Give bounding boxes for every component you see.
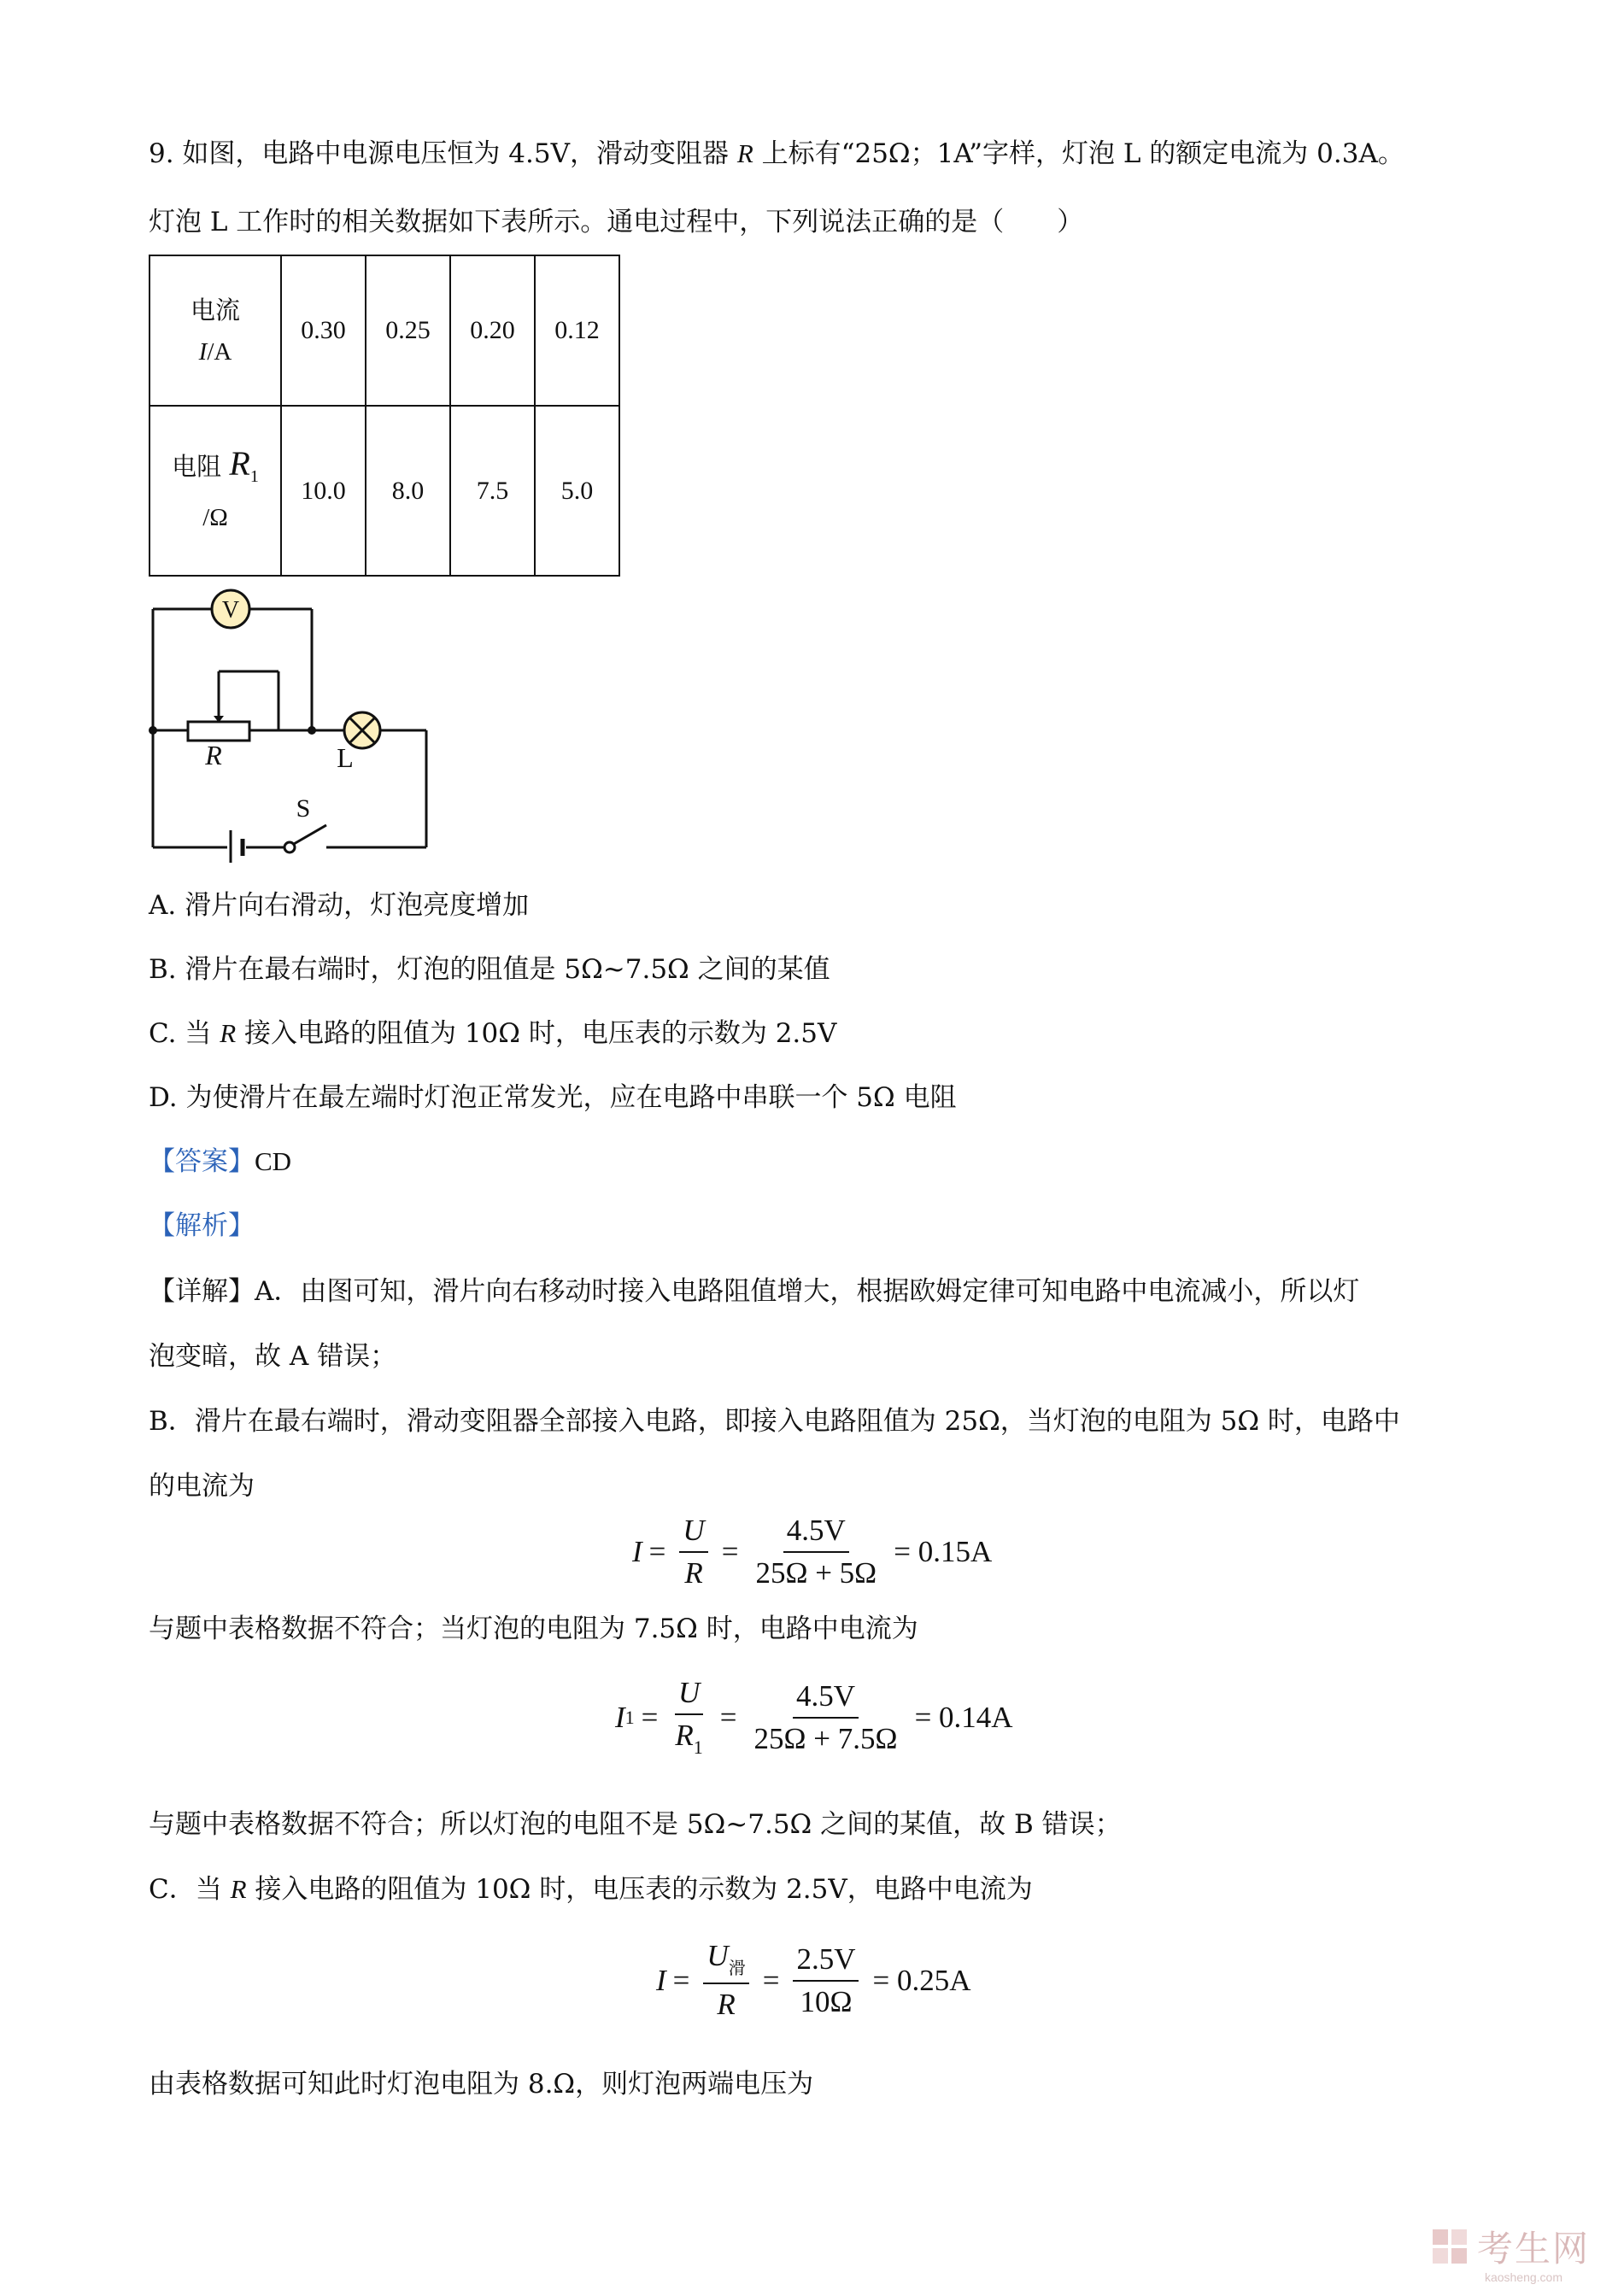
formula-2: I 1 = $\frac{U}{R_1}$ = $\frac{4.5V}{25\Omega + 7.5\Omega}$ = 0.14A	[615, 1676, 1013, 1758]
detail-line-5: 与题中表格数据不符合；当灯泡的电阻为 7.5Ω 时，电路中电流为	[149, 1614, 918, 1644]
detail-line-6: 与题中表格数据不符合；所以灯泡的电阻不是 5Ω~7.5Ω 之间的某值，故 B 错误；	[149, 1809, 1122, 1840]
detail-line-2: 泡变暗，故 A 错误；	[149, 1341, 397, 1372]
detail-line-8: 由表格数据可知此时灯泡电阻为 8.Ω，则灯泡两端电压为	[149, 2069, 814, 2100]
option-d: D. 为使滑片在最左端时灯泡正常发光，应在电路中串联一个 5Ω 电阻	[149, 1082, 957, 1113]
table-cell: 7.5	[450, 406, 535, 576]
table-header-current: 电流 I/A	[150, 255, 281, 406]
question-line-2: 灯泡 L 工作时的相关数据如下表所示。通电过程中，下列说法正确的是（ ）	[149, 207, 1084, 237]
detail-line-3: B．滑片在最右端时，滑动变阻器全部接入电路，即接入电路阻值为 25Ω，当灯泡的电阻为 5Ω 时，电路中	[149, 1406, 1400, 1437]
table-cell: 0.30	[281, 255, 366, 406]
table-cell: 8.0	[366, 406, 450, 576]
watermark-subtext: kaosheng.com	[1484, 2270, 1562, 2284]
table-cell: 0.25	[366, 255, 450, 406]
question-line-1: 9. 如图，电路中电源电压恒为 4.5V，滑动变阻器 R 上标有“25Ω；1A”字样，灯泡 L 的额定电流为 0.3A。	[149, 138, 1404, 169]
detail-line-7: C．当 R 接入电路的阻值为 10Ω 时，电压表的示数为 2.5V，电路中电流为	[149, 1874, 1033, 1905]
watermark-text: 考生网	[1476, 2228, 1590, 2270]
answer-tag: 【答案】	[149, 1146, 255, 1177]
option-c: C. 当 R 接入电路的阻值为 10Ω 时，电压表的示数为 2.5V	[149, 1018, 837, 1049]
formula-3: I = $\frac{U_滑}{R}$ = $\frac{2.5V}{10\Omega}$ = 0.25A	[656, 1939, 971, 2021]
option-b: B. 滑片在最右端时，灯泡的阻值是 5Ω~7.5Ω 之间的某值	[149, 954, 830, 985]
lamp-label: L	[337, 742, 354, 773]
answer-value: CD	[255, 1146, 292, 1176]
switch-symbol	[284, 842, 295, 852]
data-table	[149, 255, 620, 577]
watermark	[1431, 2221, 1590, 2272]
table-row-current	[150, 255, 619, 406]
detail-line-4: 的电流为	[149, 1471, 255, 1502]
detail-line-1: 【详解】A．由图可知，滑片向右移动时接入电路阻值增大，根据欧姆定律可知电路中电流减小，所以灯	[149, 1276, 1360, 1307]
table-cell: 10.0	[281, 406, 366, 576]
formula-1: I = $\frac{U}{R}$ = $\frac{4.5V}{25\Omega + 5\Omega}$ = 0.15A	[632, 1514, 993, 1590]
switch-label: S	[296, 794, 311, 823]
option-a: A. 滑片向右滑动，灯泡亮度增加	[149, 890, 530, 921]
watermark-logo-icon	[1431, 2228, 1469, 2265]
analysis-tag: 【解析】	[149, 1210, 255, 1241]
voltmeter-label: V	[221, 597, 240, 624]
table-cell: 5.0	[535, 406, 619, 576]
table-header-resistance: 电阻 $R_1$ /Ω	[150, 406, 281, 576]
rheostat-symbol	[188, 722, 249, 741]
answer-line	[149, 1145, 291, 1179]
table-cell: 0.20	[450, 255, 535, 406]
table-cell: 0.12	[535, 255, 619, 406]
circuit-diagram	[137, 581, 444, 863]
rheostat-label: R	[205, 740, 222, 770]
table-row-resistance	[150, 406, 619, 576]
